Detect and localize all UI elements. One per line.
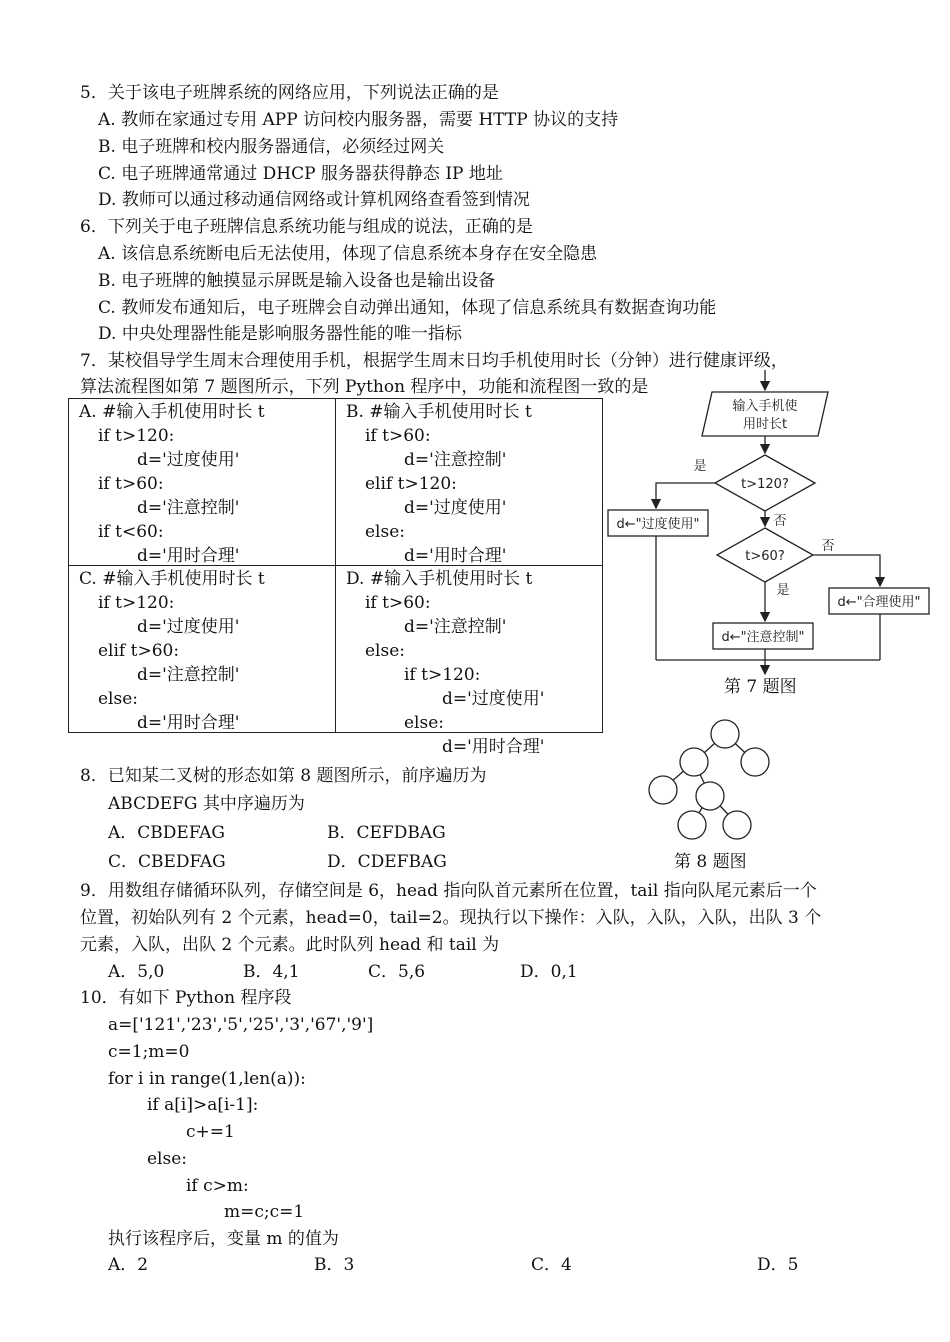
q8-caption: 第 8 题图 — [674, 852, 747, 872]
q10-code-line: c=1;m=0 — [108, 1042, 190, 1062]
flow-no2: 否 — [821, 539, 835, 554]
code-line: if t>60: — [365, 426, 431, 446]
q6-stem: 6．下列关于电子班牌信息系统功能与组成的说法，正确的是 — [80, 217, 533, 237]
flow-yes1: 是 — [693, 459, 707, 474]
q6-option-a: A. 该信息系统断电后无法使用，体现了信息系统本身存在安全隐患 — [98, 244, 598, 264]
q10-ask: 执行该程序后，变量 m 的值为 — [108, 1229, 339, 1249]
q7-options-table — [68, 398, 603, 757]
q9-line1: 9．用数组存储循环队列，存储空间是 6，head 指向队首元素所在位置，tail 指向队尾元素后一个 — [80, 881, 817, 901]
q6-option-b: B. 电子班牌的触摸显示屏既是输入设备也是输出设备 — [98, 271, 496, 291]
code-line: if t<60: — [98, 522, 164, 542]
q5-stem: 5．关于该电子班牌系统的网络应用，下列说法正确的是 — [80, 83, 499, 103]
code-line: d='用时合理' — [137, 546, 240, 566]
code-line: elif t>60: — [98, 641, 180, 661]
q8-stem-line1: 8．已知某二叉树的形态如第 8 题图所示，前序遍历为 — [80, 766, 487, 786]
code-line: A. #输入手机使用时长 t — [79, 402, 265, 422]
q10-code-line: for i in range(1,len(a)): — [108, 1069, 306, 1089]
code-line: d='用时合理' — [404, 546, 507, 566]
flow-box-over-text: d←"过度使用" — [616, 517, 700, 532]
q10-option-d: D．5 — [757, 1255, 799, 1275]
q7-stem-line2: 算法流程图如第 7 题图所示，下列 Python 程序中，功能和流程图一致的是 — [80, 377, 649, 397]
code-line: D. #输入手机使用时长 t — [346, 569, 533, 589]
q10-option-c: C．4 — [531, 1255, 572, 1275]
q10-code-line: m=c;c=1 — [224, 1202, 305, 1222]
flow-input-text1: 输入手机使 — [732, 399, 798, 414]
q10-option-a: A．2 — [108, 1255, 149, 1275]
q9-line2: 位置，初始队列有 2 个元素，head=0，tail=2。现执行以下操作：入队，入队，入队，出队 3 个 — [80, 908, 822, 928]
q8-option-c: C．CBEDFAG — [108, 852, 226, 872]
q10-code-line: else: — [147, 1149, 188, 1169]
q10-code-line: c+=1 — [186, 1122, 235, 1142]
q8-binary-tree — [640, 712, 770, 847]
tree-node — [711, 720, 739, 748]
tree-node — [741, 748, 769, 776]
code-line: elif t>120: — [365, 474, 457, 494]
flow-input-text2: 用时长t — [742, 417, 788, 432]
q6-option-c: C. 教师发布通知后，电子班牌会自动弹出通知，体现了信息系统具有数据查询功能 — [98, 298, 717, 318]
flow-yes2: 是 — [776, 583, 790, 598]
q7-stem-line1: 7．某校倡导学生周末合理使用手机，根据学生周末日均手机使用时长（分钟）进行健康评级， — [80, 351, 788, 371]
code-line: d='过度使用' — [137, 617, 240, 637]
q5-option-a: A. 教师在家通过专用 APP 访问校内服务器，需要 HTTP 协议的支持 — [98, 110, 619, 130]
code-line: d='过度使用' — [442, 689, 545, 709]
code-line: d='注意控制' — [404, 450, 507, 470]
q5-option-d: D. 教师可以通过移动通信网络或计算机网络查看签到情况 — [98, 190, 530, 210]
flow-box-ok-text: d←"合理使用" — [837, 595, 921, 610]
q10-code-line: if a[i]>a[i-1]: — [147, 1095, 259, 1115]
q5-option-c: C. 电子班牌通常通过 DHCP 服务器获得静态 IP 地址 — [98, 164, 503, 184]
code-line: B. #输入手机使用时长 t — [346, 402, 532, 422]
code-line: d='过度使用' — [137, 450, 240, 470]
q7-caption: 第 7 题图 — [724, 677, 797, 697]
code-line: d='注意控制' — [137, 498, 240, 518]
code-line: d='用时合理' — [442, 737, 545, 757]
flow-cond2-text: t>60? — [745, 549, 785, 564]
q8-option-b: B．CEFDBAG — [327, 823, 446, 843]
q8-option-a: A．CBDEFAG — [108, 823, 225, 843]
code-line: d='用时合理' — [137, 713, 240, 733]
code-line: if t>60: — [98, 474, 164, 494]
code-line: d='注意控制' — [404, 617, 507, 637]
flow-box-note-text: d←"注意控制" — [721, 630, 805, 645]
q10-stem: 10．有如下 Python 程序段 — [80, 988, 292, 1008]
q8-option-d: D．CDEFBAG — [327, 852, 447, 872]
tree-node — [649, 776, 677, 804]
code-line: if t>120: — [404, 665, 481, 685]
q7-flowchart — [600, 368, 940, 688]
code-line: else: — [404, 713, 445, 733]
q9-option-d: D．0,1 — [520, 962, 578, 982]
q7-option-d — [336, 566, 603, 757]
q5-option-b: B. 电子班牌和校内服务器通信，必须经过网关 — [98, 137, 445, 157]
q7-option-a — [69, 399, 336, 566]
code-line: else: — [365, 641, 406, 661]
q6-option-d: D. 中央处理器性能是影响服务器性能的唯一指标 — [98, 324, 462, 344]
q7-option-c — [69, 566, 336, 733]
q9-option-b: B．4,1 — [243, 962, 300, 982]
q10-option-b: B．3 — [314, 1255, 355, 1275]
flow-cond1-text: t>120? — [741, 477, 789, 492]
tree-node — [680, 748, 708, 776]
code-line: else: — [98, 689, 139, 709]
code-line: if t>60: — [365, 593, 431, 613]
tree-node — [723, 811, 751, 839]
code-line: if t>120: — [98, 426, 175, 446]
q9-option-c: C．5,6 — [368, 962, 426, 982]
q9-line3: 元素，入队，出队 2 个元素。此时队列 head 和 tail 为 — [80, 935, 500, 955]
q8-stem-line2: ABCDEFG 其中序遍历为 — [108, 794, 305, 814]
code-line: d='过度使用' — [404, 498, 507, 518]
q9-option-a: A．5,0 — [108, 962, 165, 982]
code-line: if t>120: — [98, 593, 175, 613]
tree-node — [678, 811, 706, 839]
q10-code-line: a=['121','23','5','25','3','67','9'] — [108, 1015, 374, 1035]
tree-node — [696, 782, 724, 810]
flow-no1: 否 — [773, 514, 787, 529]
code-line: else: — [365, 522, 406, 542]
q7-option-b — [336, 399, 603, 566]
code-line: d='注意控制' — [137, 665, 240, 685]
code-line: C. #输入手机使用时长 t — [79, 569, 265, 589]
q10-code-line: if c>m: — [186, 1176, 249, 1196]
